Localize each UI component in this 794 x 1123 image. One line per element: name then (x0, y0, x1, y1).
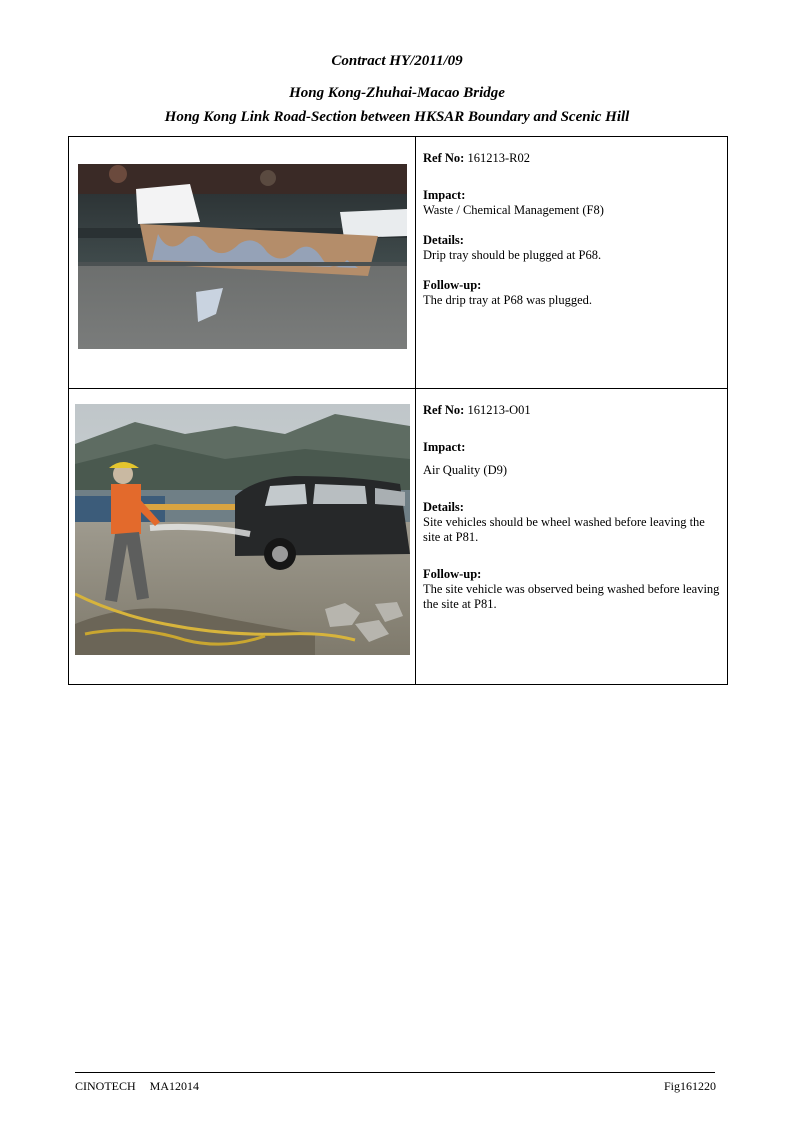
details-value: Drip tray should be plugged at P68. (423, 248, 602, 262)
ref-value: 161213-O01 (467, 403, 531, 417)
ref-label: Ref No: (423, 151, 465, 165)
observation-details (416, 389, 728, 685)
ref-label: Ref No: (423, 403, 465, 417)
contract-title: Contract HY/2011/09 (331, 53, 463, 69)
details-label: Details: (423, 233, 464, 247)
follow-up-block (423, 567, 721, 612)
photo-cell (69, 389, 416, 685)
photo-cell (69, 137, 416, 389)
details-block (423, 500, 721, 545)
observation-details (416, 137, 728, 389)
observation-row (69, 137, 728, 389)
impact-value: Waste / Chemical Management (F8) (423, 203, 604, 217)
impact-value: Air Quality (D9) (423, 463, 508, 477)
follow-up-label: Follow-up: (423, 567, 482, 581)
impact-label: Impact: (423, 188, 466, 202)
footer-figure: Fig161220 (663, 1079, 716, 1093)
follow-up-value: The drip tray at P68 was plugged. (423, 293, 593, 307)
project-title: Hong Kong-Zhuhai-Macao Bridge (289, 85, 505, 101)
impact-block (423, 440, 721, 478)
footer-left (75, 1079, 199, 1094)
drip-tray-photo (78, 164, 407, 349)
details-block (423, 233, 721, 263)
observation-table (68, 136, 728, 685)
follow-up-label: Follow-up: (423, 278, 482, 292)
impact-label: Impact: (423, 440, 466, 454)
section-title: Hong Kong Link Road-Section between HKSAR Boundary and Scenic Hill (164, 109, 630, 125)
wheel-wash-photo (75, 404, 410, 655)
ref-value: 161213-R02 (467, 151, 530, 165)
details-label: Details: (423, 500, 464, 514)
observation-row (69, 389, 728, 685)
footer-doc-code: MA12014 (149, 1079, 200, 1093)
follow-up-value: The site vehicle was observed being washed before leaving the site at P81. (423, 582, 720, 611)
footer-company: CINOTECH (75, 1079, 136, 1093)
ref-line (423, 151, 721, 166)
details-value: Site vehicles should be wheel washed before leaving the site at P81. (423, 515, 705, 544)
footer-divider (75, 1072, 715, 1073)
follow-up-block (423, 278, 721, 308)
ref-line (423, 403, 721, 418)
impact-block (423, 188, 721, 218)
